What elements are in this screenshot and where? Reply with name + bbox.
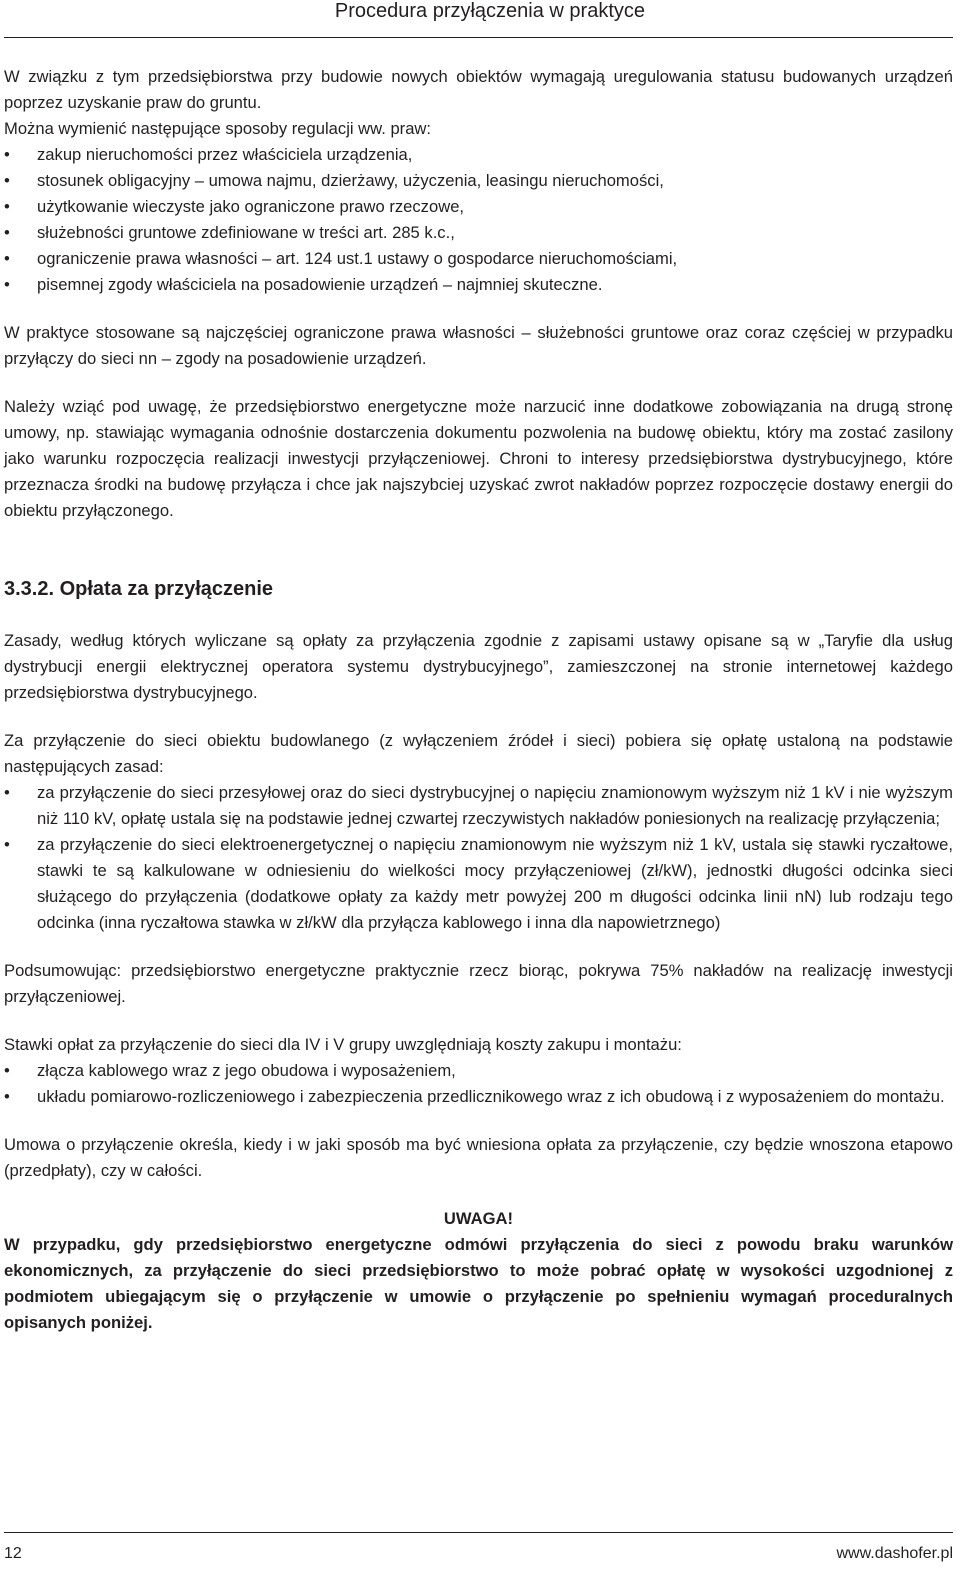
page-footer — [4, 1532, 953, 1562]
content — [4, 38, 953, 1336]
section-heading: 3.3.2. Opłata za przyłączenie — [4, 578, 274, 600]
spacer — [4, 372, 953, 394]
spacer — [4, 602, 953, 628]
intro-paragraph-2: Można wymienić następujące sposoby regulacji ww. praw: — [4, 119, 432, 138]
spacer — [4, 1010, 953, 1032]
list-item: • pisemnej zgody właściciela na posadowienie urządzeń – najmniej skuteczne. — [4, 272, 953, 298]
note-paragraph: Należy wziąć pod uwagę, że przedsiębiorstwo energetyczne może narzucić inne dodatkowe zobowiązania na drugą stronę umowy, np. stawiając wymagania odnośnie dostarczenia dokumentu pozwolenia na budowę obiektu, który ma zostać zasilony jako warunku rozpoczęcia realizacji inwestycji przyłączeniowej. Chroni to interesy przedsiębiorstwa dystrybucyjnego, które przeznacza środki na budowę przyłącza i chce jak najszybciej uzyskać zwrot nakładów poprzez rozpoczęcie dostawy energii do obiektu przyłączonego. — [4, 397, 953, 520]
costs-list — [4, 1058, 953, 1110]
intro-paragraph-1: W związku z tym przedsiębiorstwa przy budowie nowych obiektów wymagają uregulowania statusu budowanych urządzeń poprzez uzyskanie praw do gruntu. — [4, 67, 953, 112]
spacer — [4, 936, 953, 958]
list-item: • układu pomiarowo-rozliczeniowego i zabezpieczenia przedlicznikowego wraz z ich obudową i z wyposażeniem do montażu. — [4, 1084, 953, 1110]
footer-site-link[interactable]: www.dashofer.pl — [836, 1545, 953, 1562]
list-item: • za przyłączenie do sieci elektroenergetycznej o napięciu znamionowym nie wyższym niż 1 kV, ustala się stawki ryczałtowe, stawki te są kalkulowane w odniesieniu do wielkości mocy przyłączeniowej (zł/kW), jednostki długości odcinka sieci służącego do przyłączenia (dodatkowe opłaty za każdy metr powyżej 200 m długości odcinka linii nN) lub rodzaju tego odcinka (inna ryczałtowa stawka w zł/kW dla przyłącza kablowego i inna dla napowietrznego) — [4, 832, 953, 936]
spacer — [4, 298, 953, 320]
spacer — [4, 1184, 953, 1206]
section-paragraph-3: Podsumowując: przedsiębiorstwo energetyczne praktycznie rzecz biorąc, pokrywa 75% nakładów na realizację inwestycji przyłączeniowej. — [4, 961, 953, 1006]
rights-list — [4, 142, 953, 298]
page-header — [4, 0, 953, 38]
page-number: 12 — [4, 1545, 22, 1562]
list-item: • zakup nieruchomości przez właściciela urządzenia, — [4, 142, 953, 168]
list-item: • złącza kablowego wraz z jego obudowa i wyposażeniem, — [4, 1058, 953, 1084]
warning-text: W przypadku, gdy przedsiębiorstwo energetyczne odmówi przyłączenia do sieci z powodu braku warunków ekonomicznych, za przyłączenie do sieci przedsiębiorstwo to może pobrać opłatę w wysokości uzgodnionej z podmiotem ubiegającym się o przyłączenie w umowie o przyłączenie po spełnieniu wymagań proceduralnych opisanych poniżej. — [4, 1235, 953, 1332]
header-title: Procedura przyłączenia w praktyce — [334, 0, 645, 22]
spacer — [4, 706, 953, 728]
fee-rules-list — [4, 780, 953, 936]
section-paragraph-5: Umowa o przyłączenie określa, kiedy i w jaki sposób ma być wniesiona opłata za przyłączenie, czy będzie wnoszona etapowo (przedpłaty), czy w całości. — [4, 1135, 953, 1180]
list-item: • za przyłączenie do sieci przesyłowej oraz do sieci dystrybucyjnej o napięciu znamionowym wyższym niż 1 kV i nie wyższym niż 110 kV, opłatę ustala się na podstawie jednej czwartej rzeczywistych nakładów poniesionych na realizację przyłączenia; — [4, 780, 953, 832]
document-page — [4, 0, 953, 1577]
list-item: • użytkowanie wieczyste jako ograniczone prawo rzeczowe, — [4, 194, 953, 220]
spacer — [4, 524, 953, 576]
list-item: • ograniczenie prawa własności – art. 124 ust.1 ustawy o gospodarce nieruchomościami, — [4, 246, 953, 272]
warning-title: UWAGA! — [443, 1209, 514, 1228]
spacer — [4, 1110, 953, 1132]
practice-paragraph: W praktyce stosowane są najczęściej ograniczone prawa własności – służebności gruntowe oraz coraz częściej w przypadku przyłączy do sieci nn – zgody na posadowienie urządzeń. — [4, 323, 953, 368]
section-paragraph-2: Za przyłączenie do sieci obiektu budowlanego (z wyłączeniem źródeł i sieci) pobiera się opłatę ustaloną na podstawie następujących zasad: — [4, 731, 953, 776]
list-item: • służebności gruntowe zdefiniowane w treści art. 285 k.c., — [4, 220, 953, 246]
list-item: • stosunek obligacyjny – umowa najmu, dzierżawy, użyczenia, leasingu nieruchomości, — [4, 168, 953, 194]
section-paragraph-4: Stawki opłat za przyłączenie do sieci dla IV i V grupy uwzględniają koszty zakupu i montażu: — [4, 1035, 682, 1054]
section-paragraph-1: Zasady, według których wyliczane są opłaty za przyłączenia zgodnie z zapisami ustawy opisane są w „Taryfie dla usług dystrybucji energii elektrycznej operatora systemu dystrybucyjnego”, zamieszczonej na stronie internetowej każdego przedsiębiorstwa dystrybucyjnego. — [4, 631, 953, 702]
